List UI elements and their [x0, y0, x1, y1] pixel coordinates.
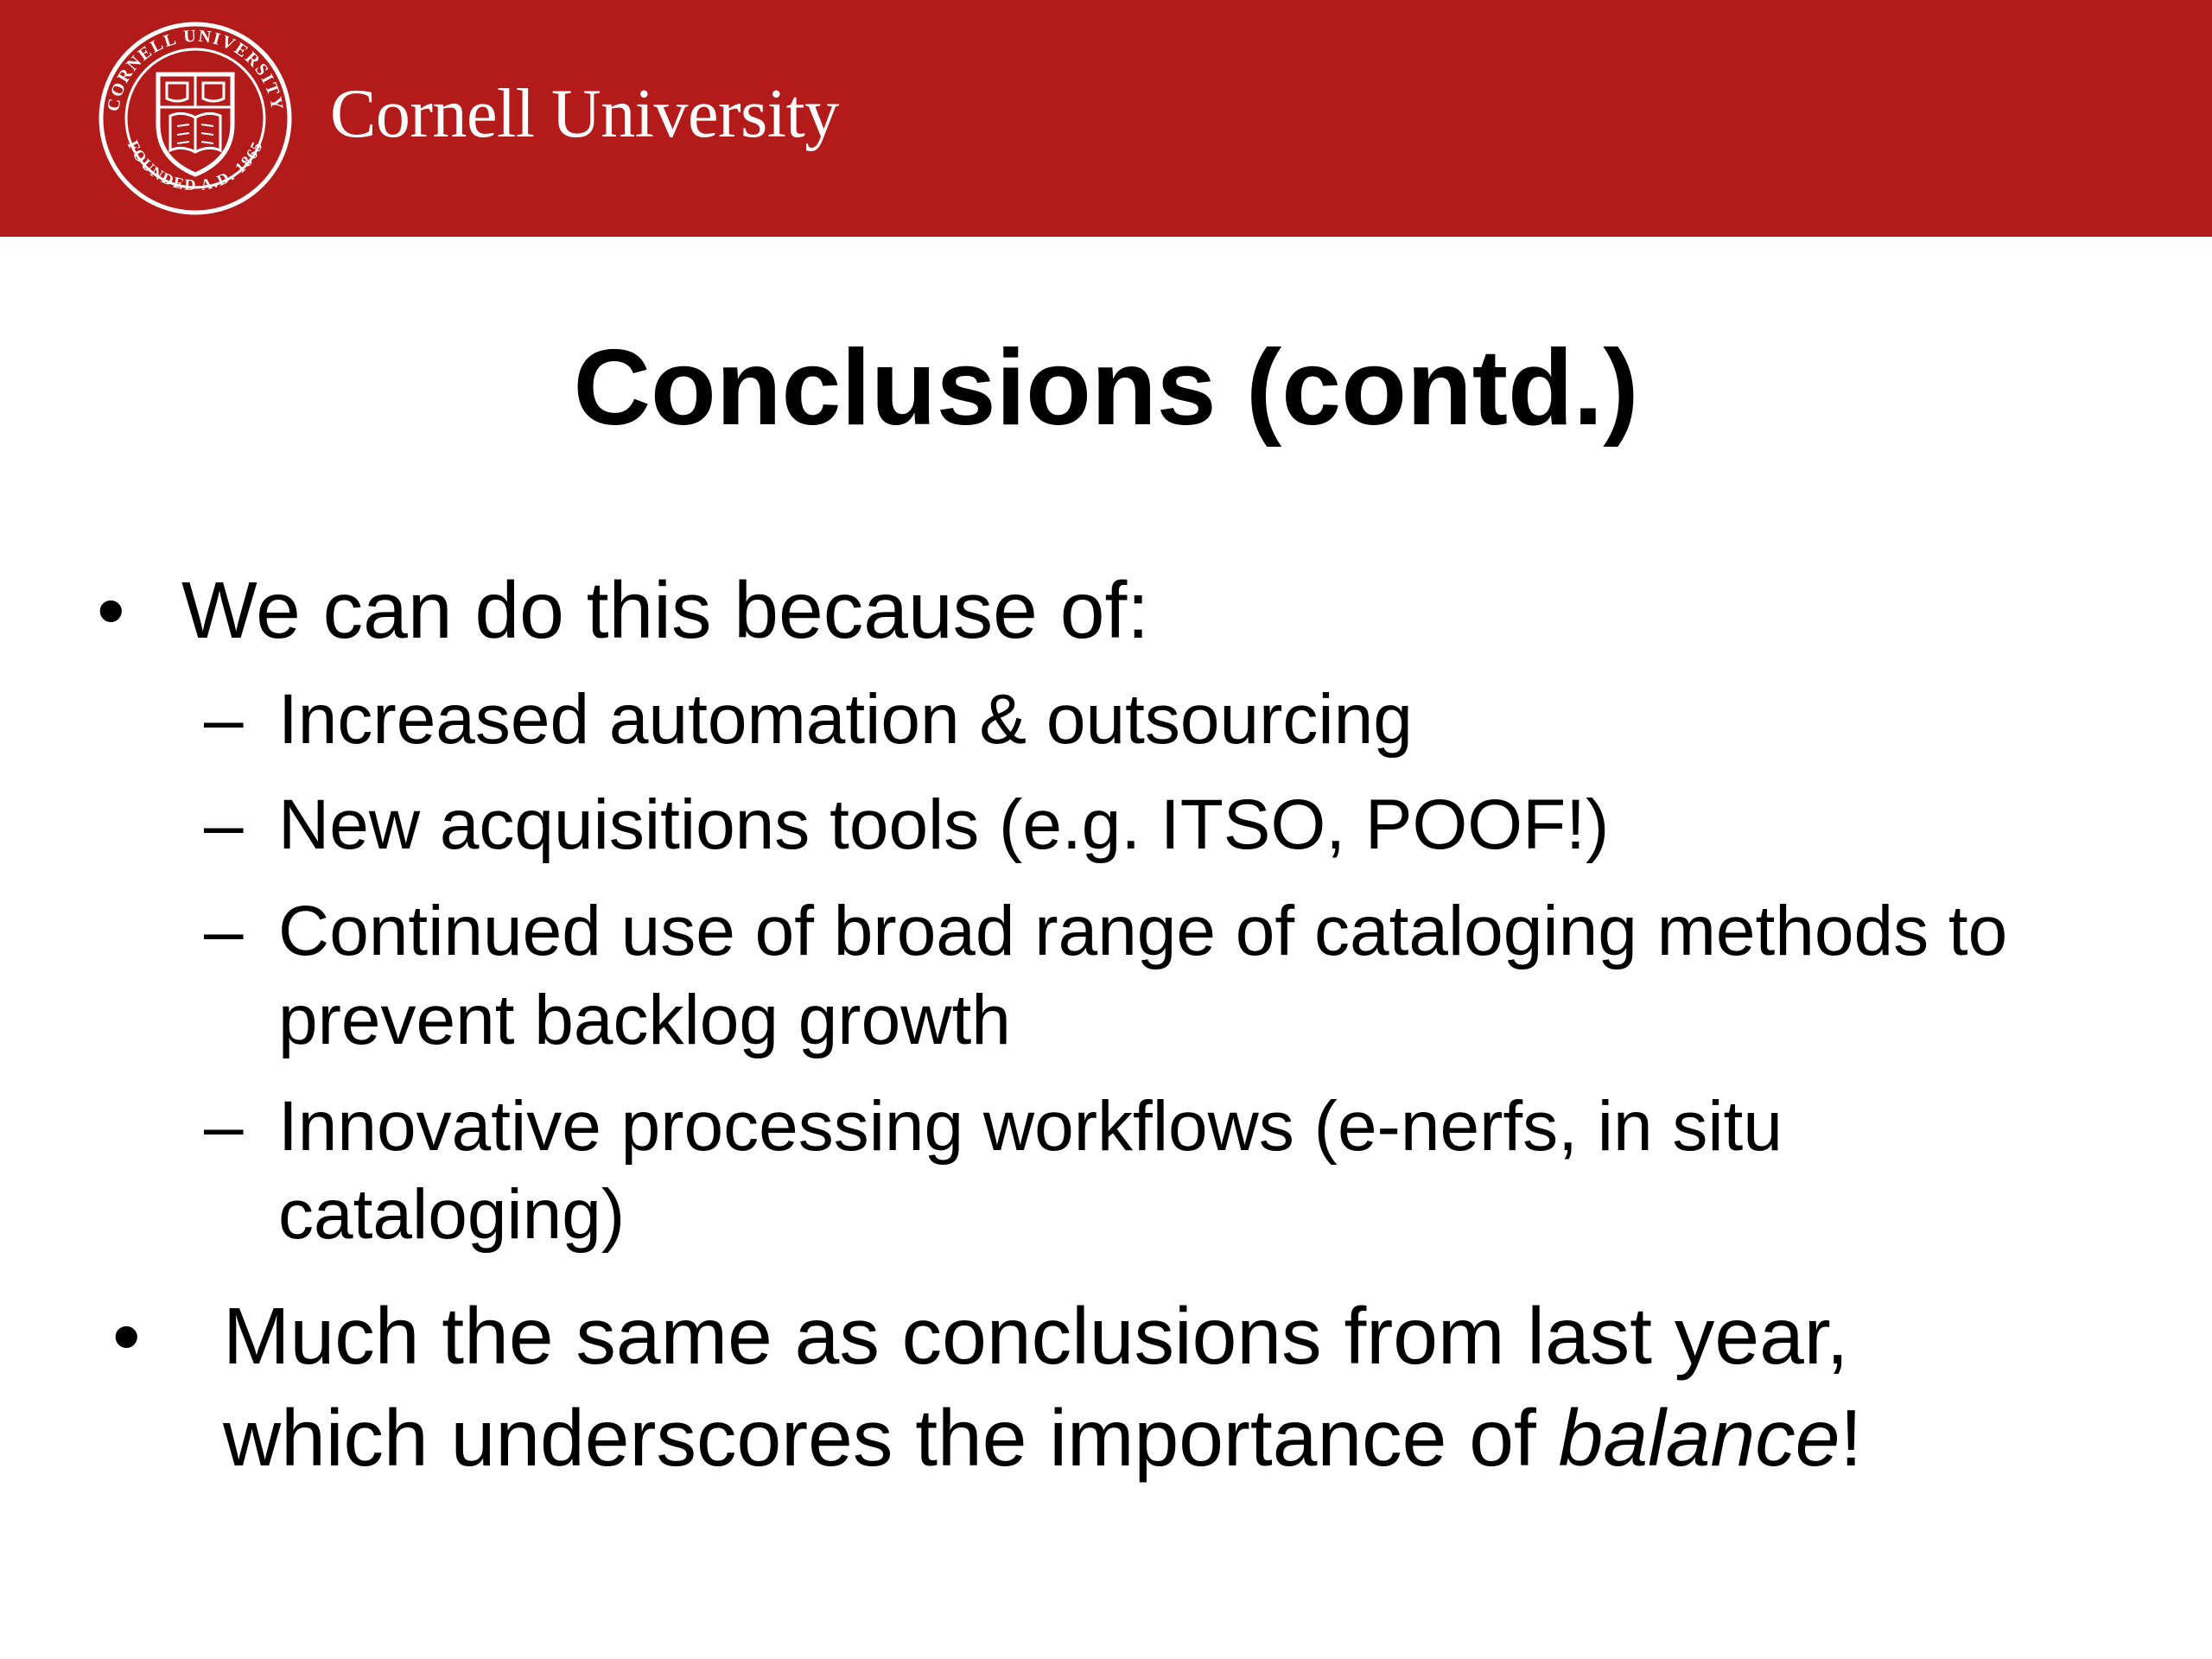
bullet-text-continued [223, 1393, 1863, 1483]
dash-marker: – [204, 1087, 244, 1166]
subitem-text-continued: prevent backlog growth [278, 981, 1011, 1059]
header-bar [0, 0, 2212, 237]
university-wordmark: Cornell University [330, 76, 839, 152]
bullet-text: Much the same as conclusions from last year, [223, 1291, 1849, 1381]
dash-marker: – [204, 680, 244, 759]
seal-ring-top-text: CORNELL UNIVERSITY [104, 26, 287, 113]
subitem-text: Increased automation & outsourcing [278, 680, 1413, 759]
bullet-marker: • [112, 1291, 141, 1381]
subitem-text: Innovative processing workflows (e-nerfs, in situ [278, 1087, 1783, 1166]
dash-marker: – [204, 785, 244, 864]
bullet-text-after-emphasis: ! [1840, 1393, 1863, 1483]
bullet-text-before-emphasis: which underscores the importance of [223, 1393, 1559, 1483]
subitem-text-continued: cataloging) [278, 1175, 626, 1254]
bullet-text: We can do this because of: [181, 565, 1150, 655]
subitem-text: Continued use of broad range of cataloging methods to [278, 892, 2008, 970]
emphasis-word: balance [1558, 1393, 1840, 1483]
seal-ring-bottom-text: FOUNDED A.D. 1865 [124, 137, 267, 194]
dash-marker: – [204, 892, 244, 970]
cornell-seal-logo [98, 21, 293, 216]
slide-title: Conclusions (contd.) [573, 328, 1639, 448]
subitem-text: New acquisitions tools (e.g. ITSO, POOF!) [278, 785, 1610, 864]
bullet-marker: • [97, 565, 125, 655]
